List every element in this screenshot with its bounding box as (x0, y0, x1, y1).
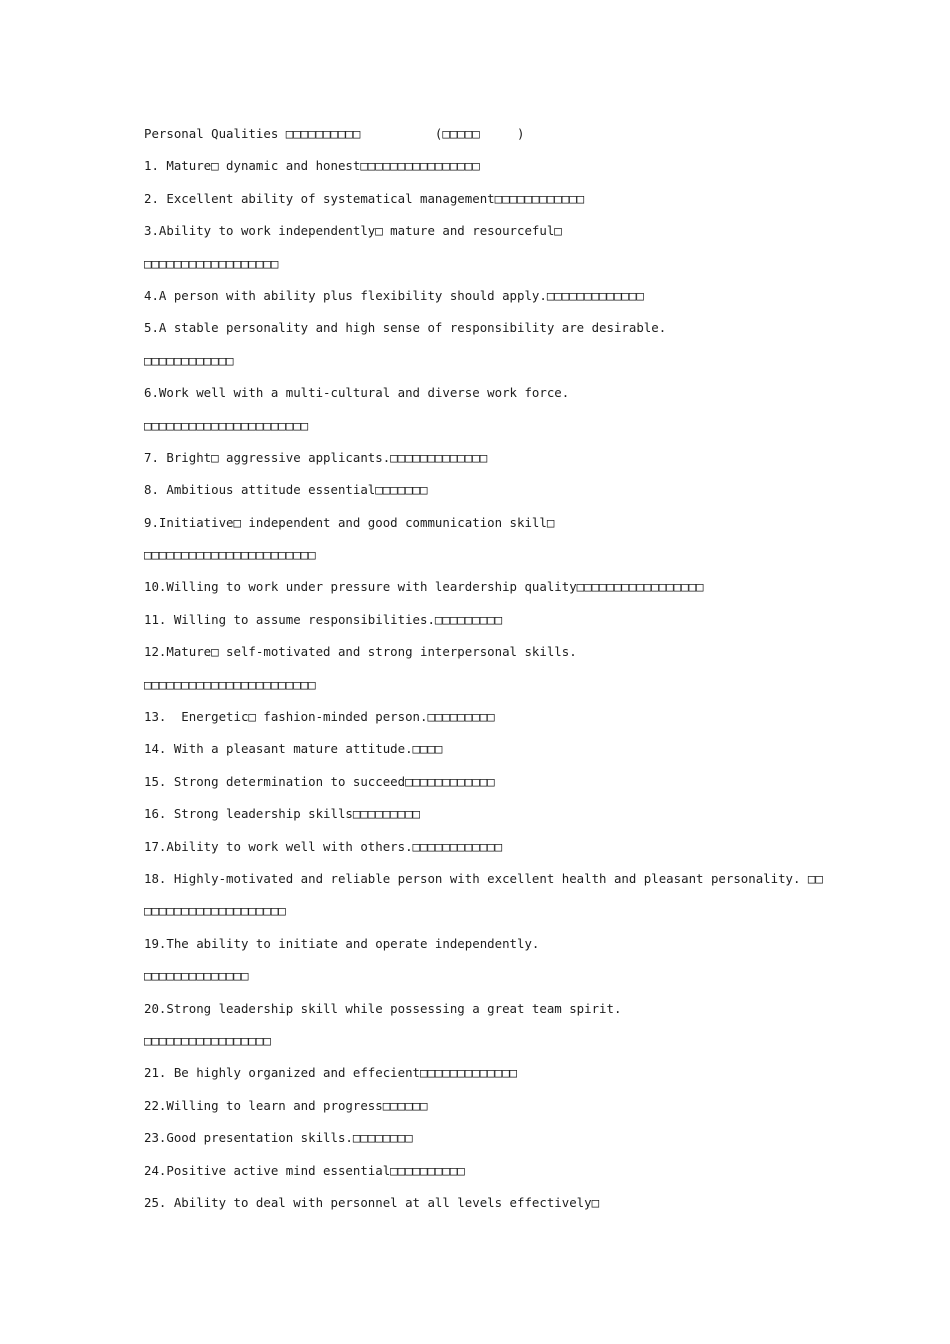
list-item-translation: □□□□□□□□□□□□ (144, 352, 234, 368)
list-item: 17.Ability to work well with others.□□□□□□□□□□□□ (144, 838, 503, 854)
list-item: 11. Willing to assume responsibilities.□□□□□□□□□ (144, 611, 503, 627)
list-item: 14. With a pleasant mature attitude.□□□□ (144, 741, 443, 757)
list-item-translation: □□□□□□□□□□□□□□□□□□□ (144, 903, 286, 919)
list-item: 23.Good presentation skills.□□□□□□□□ (144, 1130, 413, 1146)
list-item: 9.Initiative□ independent and good communication skill□ (144, 514, 555, 530)
list-item: 6.Work well with a multi-cultural and diverse work force. (144, 385, 570, 401)
list-item: 20.Strong leadership skill while possessing a great team spirit. (144, 1000, 622, 1016)
list-item: 13. Energetic□ fashion-minded person.□□□□□□□□□ (144, 709, 495, 725)
list-item-translation: □□□□□□□□□□□□□□□□□□□□□□ (144, 417, 309, 433)
list-item-translation: □□□□□□□□□□□□□□□□□ (144, 1032, 271, 1048)
list-item-translation: □□□□□□□□□□□□□□□□□□□□□□□ (144, 547, 316, 563)
list-item-translation: □□□□□□□□□□□□□□ (144, 968, 249, 984)
list-item: 18. Highly-motivated and reliable person with excellent health and pleasant personality. □□ (144, 870, 823, 886)
document-heading: Personal Qualities □□□□□□□□□□ (□□□□□ ) (144, 126, 525, 141)
list-item: 24.Positive active mind essential□□□□□□□□□□ (144, 1162, 465, 1178)
list-item: 2. Excellent ability of systematical management□□□□□□□□□□□□ (144, 190, 585, 206)
list-item: 22.Willing to learn and progress□□□□□□ (144, 1097, 428, 1113)
list-item-translation: □□□□□□□□□□□□□□□□□□ (144, 255, 279, 271)
list-item: 8. Ambitious attitude essential□□□□□□□ (144, 482, 428, 498)
list-item: 1. Mature□ dynamic and honest□□□□□□□□□□□□□□□□ (144, 158, 480, 174)
document-body (144, 124, 834, 1225)
list-item: 12.Mature□ self-motivated and strong interpersonal skills. (144, 644, 577, 660)
list-item: 7. Bright□ aggressive applicants.□□□□□□□□□□□□□ (144, 449, 488, 465)
list-item: 19.The ability to initiate and operate independently. (144, 935, 540, 951)
list-item: 21. Be highly organized and effecient□□□□□□□□□□□□□ (144, 1065, 517, 1081)
list-item: 5.A stable personality and high sense of responsibility are desirable. (144, 320, 667, 336)
list-item: 25. Ability to deal with personnel at all levels effectively□ (144, 1194, 600, 1210)
list-item: 10.Willing to work under pressure with leardership quality□□□□□□□□□□□□□□□□□ (144, 579, 704, 595)
list-item-translation: □□□□□□□□□□□□□□□□□□□□□□□ (144, 676, 316, 692)
list-item: 3.Ability to work independently□ mature and resourceful□ (144, 223, 562, 239)
list-item: 15. Strong determination to succeed□□□□□□□□□□□□ (144, 773, 495, 789)
list-item: 4.A person with ability plus flexibility should apply.□□□□□□□□□□□□□ (144, 287, 644, 303)
list-item: 16. Strong leadership skills□□□□□□□□□ (144, 806, 421, 822)
